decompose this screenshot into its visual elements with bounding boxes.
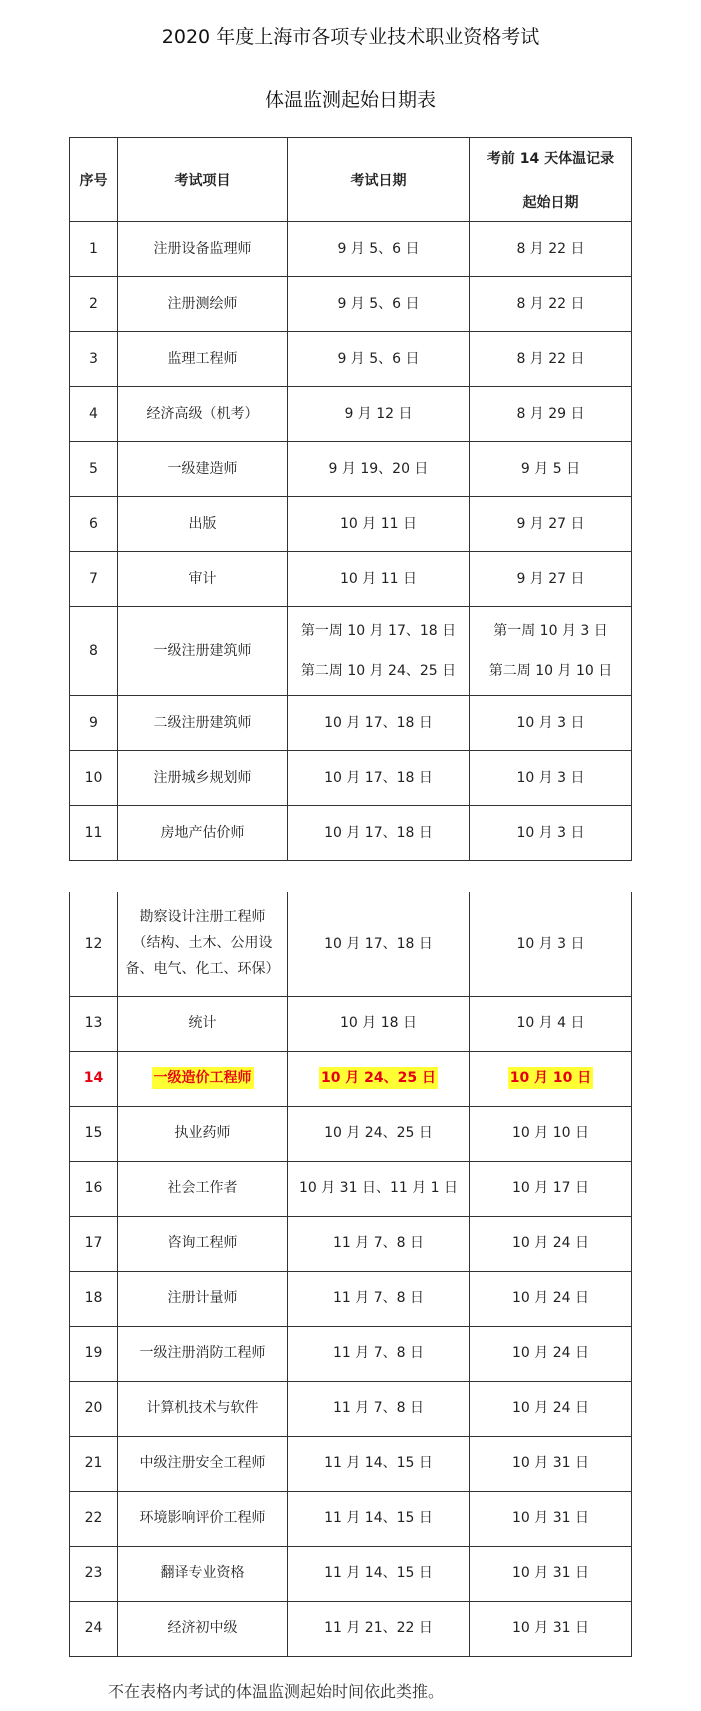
cell-start: 10 月 31 日 <box>470 1601 632 1656</box>
cell-item: 注册测绘师 <box>118 277 288 332</box>
cell-start: 8 月 22 日 <box>470 222 632 277</box>
cell-item: 翻译专业资格 <box>118 1546 288 1601</box>
table-row <box>70 1161 632 1216</box>
cell-item: 经济高级（机考） <box>118 387 288 442</box>
table-header-row <box>70 138 632 222</box>
cell-no: 23 <box>70 1546 118 1601</box>
footnote: 不在表格内考试的体温监测起始时间依此类推。 <box>108 1682 445 1701</box>
cell-no: 12 <box>70 892 118 996</box>
cell-start: 8 月 29 日 <box>470 387 632 442</box>
header-item: 考试项目 <box>118 138 288 222</box>
cell-start: 8 月 22 日 <box>470 277 632 332</box>
table-row <box>70 332 632 387</box>
table-row <box>70 1491 632 1546</box>
cell-item: 一级建造师 <box>118 442 288 497</box>
cell-item: 二级注册建筑师 <box>118 696 288 751</box>
schedule-table-part2 <box>69 892 632 1657</box>
table-row <box>70 1601 632 1656</box>
table-row-highlighted <box>70 1051 632 1106</box>
cell-no: 11 <box>70 806 118 861</box>
cell-date: 10 月 11 日 <box>288 552 470 607</box>
table-row <box>70 1216 632 1271</box>
table-row <box>70 497 632 552</box>
cell-no: 15 <box>70 1106 118 1161</box>
cell-item: 统计 <box>118 996 288 1051</box>
cell-no: 22 <box>70 1491 118 1546</box>
header-start-date: 考前 14 天体温记录 起始日期 <box>470 138 632 222</box>
cell-start: 10 月 31 日 <box>470 1546 632 1601</box>
cell-date: 10 月 17、18 日 <box>288 696 470 751</box>
cell-start: 10 月 24 日 <box>470 1326 632 1381</box>
table-row <box>70 892 632 996</box>
cell-item: 一级注册消防工程师 <box>118 1326 288 1381</box>
highlight-mark: 10 月 24、25 日 <box>319 1067 438 1089</box>
cell-date: 11 月 14、15 日 <box>288 1436 470 1491</box>
table-row <box>70 1546 632 1601</box>
cell-item: 计算机技术与软件 <box>118 1381 288 1436</box>
cell-no: 17 <box>70 1216 118 1271</box>
cell-date: 9 月 12 日 <box>288 387 470 442</box>
table-row <box>70 1436 632 1491</box>
cell-start: 10 月 17 日 <box>470 1161 632 1216</box>
cell-no: 14 <box>70 1051 118 1106</box>
table-row <box>70 696 632 751</box>
cell-date: 第一周 10 月 17、18 日 第二周 10 月 24、25 日 <box>288 607 470 696</box>
cell-no: 18 <box>70 1271 118 1326</box>
cell-date: 11 月 14、15 日 <box>288 1546 470 1601</box>
cell-no: 7 <box>70 552 118 607</box>
table-row <box>70 1106 632 1161</box>
cell-item: 执业药师 <box>118 1106 288 1161</box>
cell-no: 13 <box>70 996 118 1051</box>
table-row <box>70 751 632 806</box>
cell-date: 11 月 7、8 日 <box>288 1381 470 1436</box>
cell-item: 社会工作者 <box>118 1161 288 1216</box>
table-row <box>70 222 632 277</box>
cell-item: 勘察设计注册工程师 （结构、土木、公用设 备、电气、化工、环保） <box>118 892 288 996</box>
cell-item: 审计 <box>118 552 288 607</box>
cell-start: 9 月 5 日 <box>470 442 632 497</box>
cell-no: 1 <box>70 222 118 277</box>
schedule-table-part1 <box>69 137 632 861</box>
cell-no: 6 <box>70 497 118 552</box>
cell-date: 10 月 11 日 <box>288 497 470 552</box>
cell-start: 10 月 24 日 <box>470 1271 632 1326</box>
header-date: 考试日期 <box>288 138 470 222</box>
cell-no: 2 <box>70 277 118 332</box>
cell-date: 10 月 18 日 <box>288 996 470 1051</box>
page-title: 2020 年度上海市各项专业技术职业资格考试 <box>161 26 540 48</box>
cell-start: 10 月 3 日 <box>470 806 632 861</box>
table-row <box>70 552 632 607</box>
cell-item: 咨询工程师 <box>118 1216 288 1271</box>
cell-date: 9 月 5、6 日 <box>288 222 470 277</box>
cell-start: 10 月 3 日 <box>470 696 632 751</box>
table-row <box>70 387 632 442</box>
cell-start: 10 月 31 日 <box>470 1436 632 1491</box>
cell-date: 10 月 17、18 日 <box>288 806 470 861</box>
table-row <box>70 277 632 332</box>
cell-start: 10 月 24 日 <box>470 1381 632 1436</box>
cell-date: 10 月 31 日、11 月 1 日 <box>288 1161 470 1216</box>
cell-item: 注册城乡规划师 <box>118 751 288 806</box>
cell-start: 第一周 10 月 3 日 第二周 10 月 10 日 <box>470 607 632 696</box>
cell-start: 10 月 3 日 <box>470 892 632 996</box>
cell-item: 注册计量师 <box>118 1271 288 1326</box>
cell-item: 中级注册安全工程师 <box>118 1436 288 1491</box>
table-row <box>70 1271 632 1326</box>
cell-start <box>470 1051 632 1106</box>
table-row <box>70 1326 632 1381</box>
cell-date: 11 月 14、15 日 <box>288 1491 470 1546</box>
page-subtitle: 体温监测起始日期表 <box>264 89 436 111</box>
table-row <box>70 442 632 497</box>
cell-no: 24 <box>70 1601 118 1656</box>
cell-start: 10 月 24 日 <box>470 1216 632 1271</box>
cell-no: 10 <box>70 751 118 806</box>
cell-date: 10 月 17、18 日 <box>288 892 470 996</box>
cell-date <box>288 1051 470 1106</box>
cell-item: 经济初中级 <box>118 1601 288 1656</box>
cell-item: 监理工程师 <box>118 332 288 387</box>
cell-item: 注册设备监理师 <box>118 222 288 277</box>
cell-date: 10 月 17、18 日 <box>288 751 470 806</box>
cell-no: 4 <box>70 387 118 442</box>
highlight-mark: 一级造价工程师 <box>152 1067 254 1089</box>
cell-date: 11 月 7、8 日 <box>288 1216 470 1271</box>
cell-date: 9 月 19、20 日 <box>288 442 470 497</box>
cell-date: 10 月 24、25 日 <box>288 1106 470 1161</box>
cell-start: 10 月 10 日 <box>470 1106 632 1161</box>
table-row <box>70 996 632 1051</box>
cell-start: 10 月 31 日 <box>470 1491 632 1546</box>
cell-date: 9 月 5、6 日 <box>288 277 470 332</box>
cell-item: 房地产估价师 <box>118 806 288 861</box>
cell-start: 9 月 27 日 <box>470 497 632 552</box>
table-row <box>70 607 632 696</box>
cell-no: 8 <box>70 607 118 696</box>
cell-no: 3 <box>70 332 118 387</box>
cell-item: 出版 <box>118 497 288 552</box>
cell-start: 10 月 3 日 <box>470 751 632 806</box>
cell-no: 20 <box>70 1381 118 1436</box>
cell-item: 环境影响评价工程师 <box>118 1491 288 1546</box>
cell-date: 9 月 5、6 日 <box>288 332 470 387</box>
cell-no: 21 <box>70 1436 118 1491</box>
cell-no: 19 <box>70 1326 118 1381</box>
highlight-mark: 10 月 10 日 <box>508 1067 594 1089</box>
cell-start: 10 月 4 日 <box>470 996 632 1051</box>
cell-start: 9 月 27 日 <box>470 552 632 607</box>
cell-start: 8 月 22 日 <box>470 332 632 387</box>
cell-no: 16 <box>70 1161 118 1216</box>
cell-date: 11 月 21、22 日 <box>288 1601 470 1656</box>
cell-date: 11 月 7、8 日 <box>288 1326 470 1381</box>
table-row <box>70 806 632 861</box>
header-no: 序号 <box>70 138 118 222</box>
cell-no: 9 <box>70 696 118 751</box>
table-row <box>70 1381 632 1436</box>
cell-item: 一级注册建筑师 <box>118 607 288 696</box>
cell-date: 11 月 7、8 日 <box>288 1271 470 1326</box>
cell-item <box>118 1051 288 1106</box>
cell-no: 5 <box>70 442 118 497</box>
